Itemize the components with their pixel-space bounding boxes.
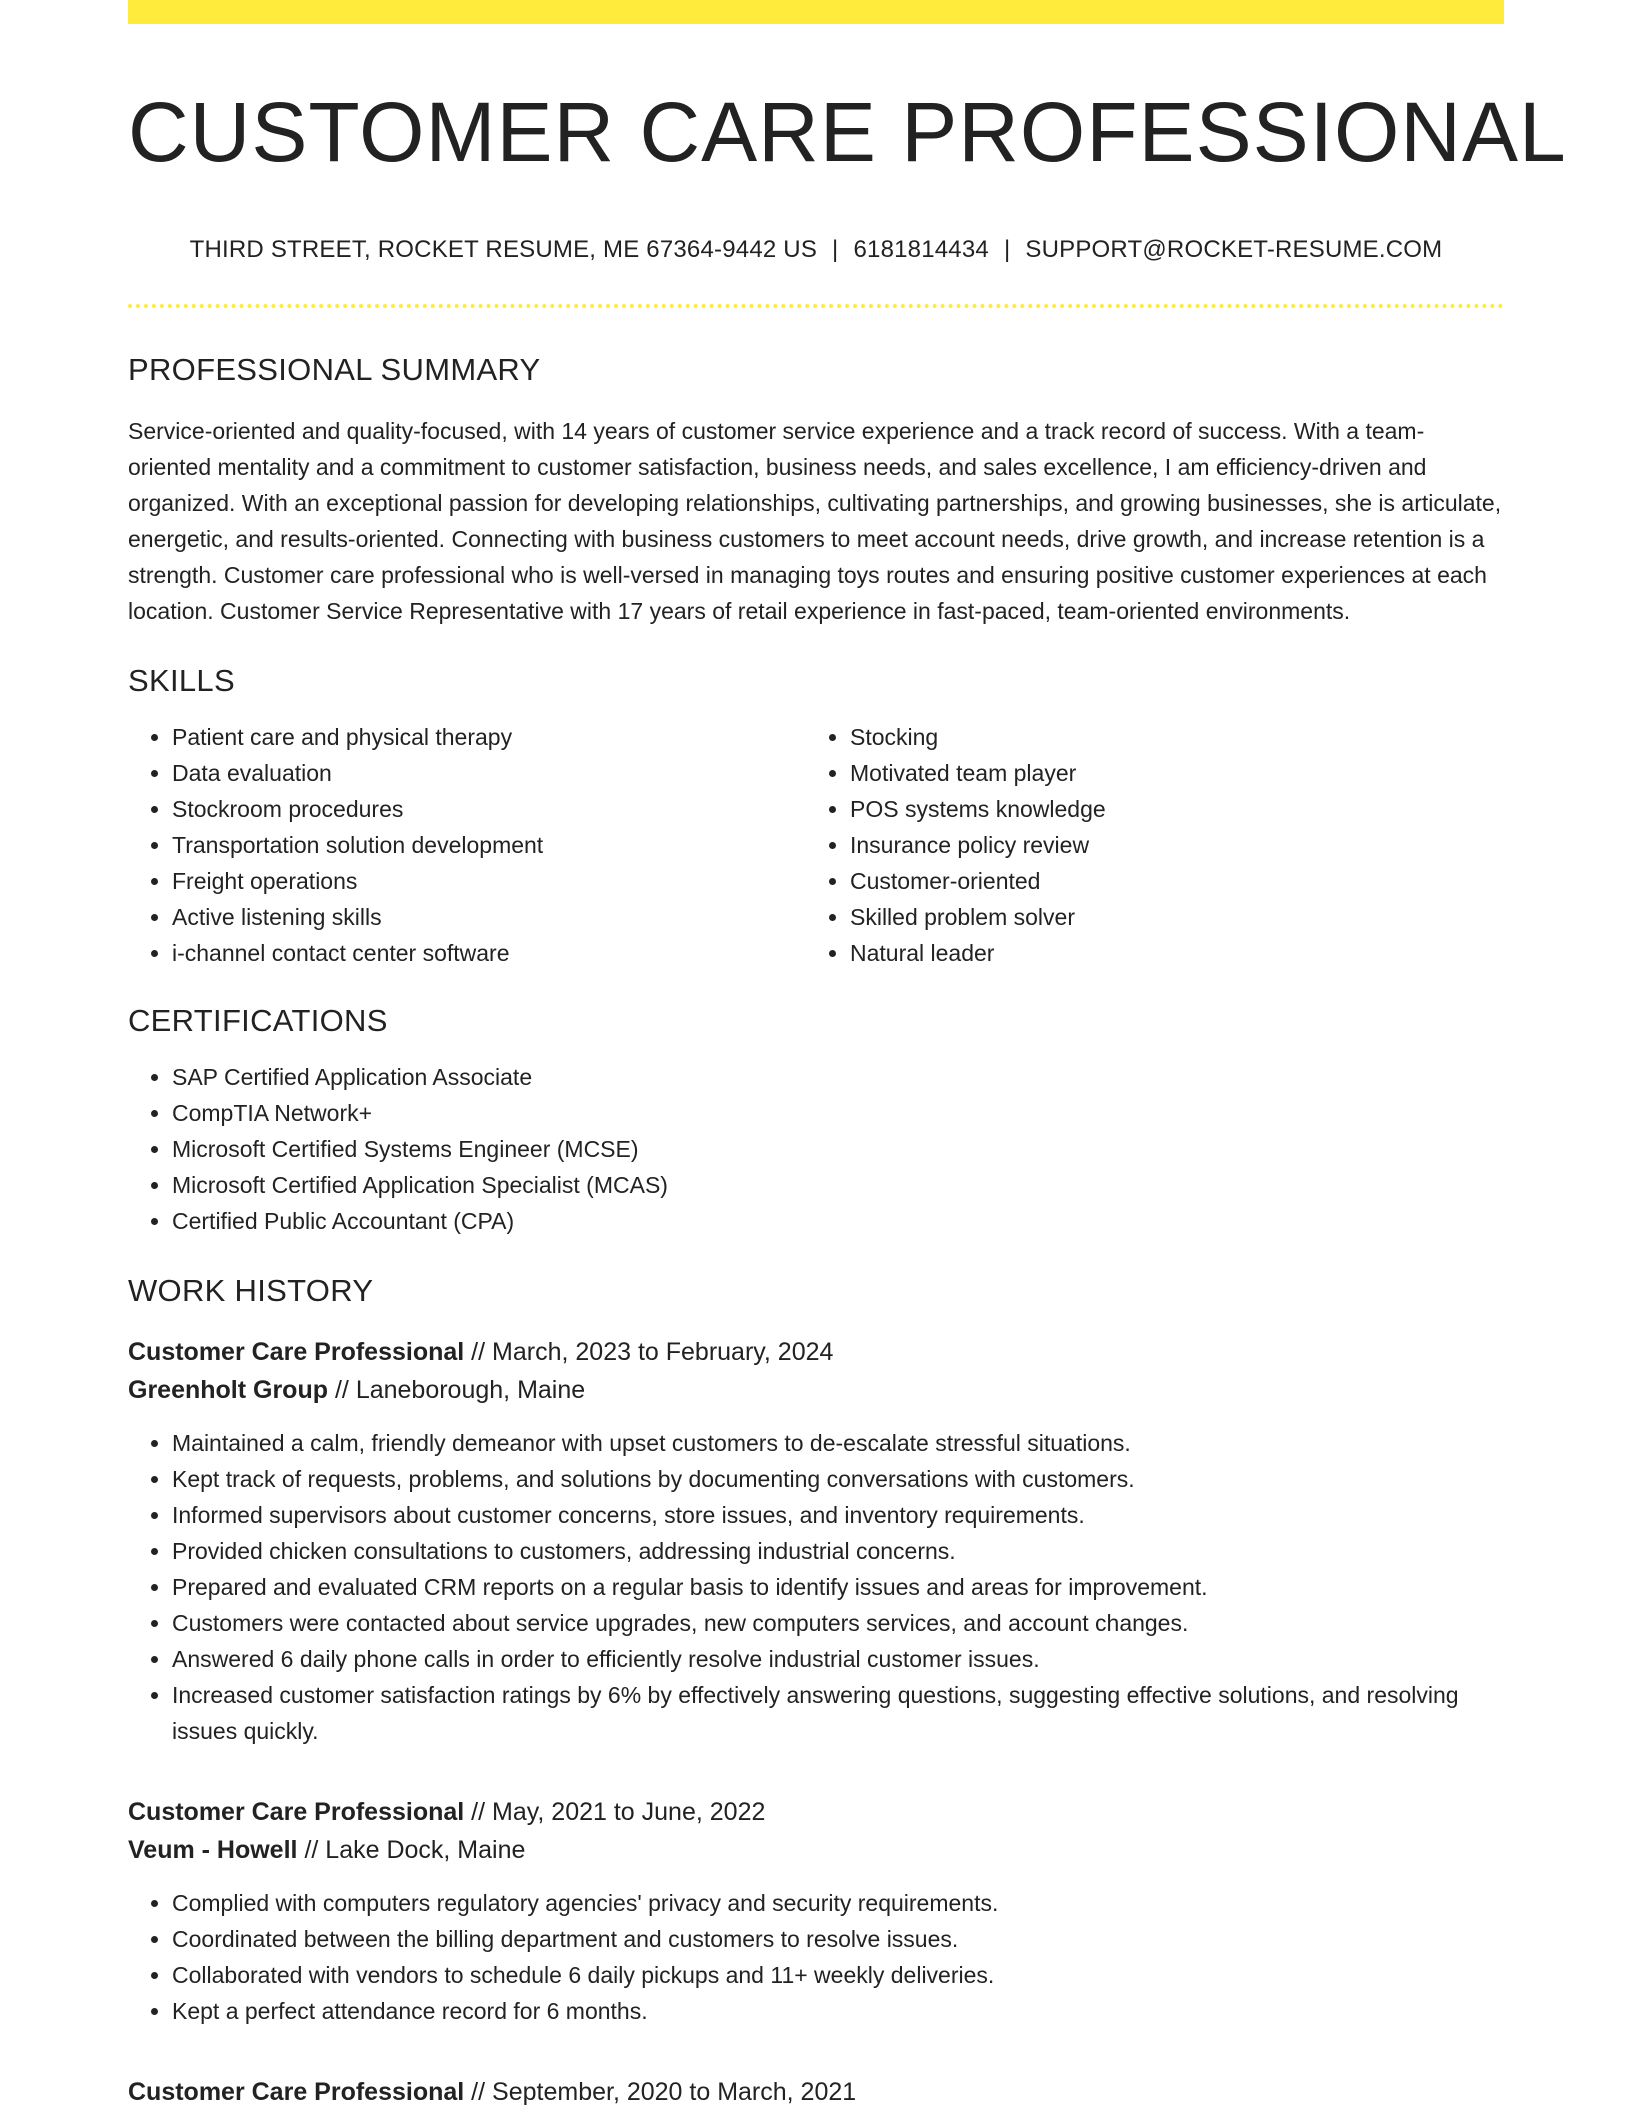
resume-page — [128, 0, 1567, 2111]
job-role-line — [128, 1333, 1504, 1371]
job-dates: May, 2021 to June, 2022 — [492, 1798, 766, 1827]
job-bullet: • Coordinated between the billing department and customers to resolve issues. — [172, 1921, 1504, 1957]
job-bullet: • Customers were contacted about service upgrades, new computers services, and account changes. — [172, 1605, 1504, 1641]
skill-item: • Motivated team player — [850, 755, 1484, 791]
job-bullet: • Informed supervisors about customer concerns, store issues, and inventory requirements. — [172, 1497, 1504, 1533]
job-role: Customer Care Professional — [128, 1338, 465, 1367]
job-dates: March, 2023 to February, 2024 — [492, 1338, 834, 1367]
skill-item: • i-channel contact center software — [172, 935, 806, 971]
certification-item: • Microsoft Certified Systems Engineer (MCSE) — [172, 1131, 1504, 1167]
job-bullet: • Maintained a calm, friendly demeanor with upset customers to de-escalate stressful situations. — [172, 1425, 1504, 1461]
job-bullets — [128, 1885, 1504, 2029]
job-dates: September, 2020 to March, 2021 — [492, 2078, 857, 2107]
job-entry — [128, 1793, 1504, 2029]
contact-separator: | — [1003, 236, 1011, 264]
job-separator: // — [471, 1798, 486, 1827]
job-separator: // — [334, 1376, 349, 1405]
job-entry — [128, 2073, 1504, 2111]
job-separator: // — [471, 2078, 486, 2107]
skill-item: • POS systems knowledge — [850, 791, 1484, 827]
job-company-line — [128, 1831, 1504, 1869]
job-company: Greenholt Group — [128, 1376, 328, 1405]
job-bullet: • Complied with computers regulatory agencies' privacy and security requirements. — [172, 1885, 1504, 1921]
contact-line — [128, 236, 1504, 264]
certification-item: • Microsoft Certified Application Specialist (MCAS) — [172, 1167, 1504, 1203]
job-bullet: • Collaborated with vendors to schedule 6 daily pickups and 11+ weekly deliveries. — [172, 1957, 1504, 1993]
skill-item: • Stockroom procedures — [172, 791, 806, 827]
skills-column-left — [128, 719, 806, 971]
contact-phone: 6181814434 — [853, 236, 989, 264]
skill-item: • Patient care and physical therapy — [172, 719, 806, 755]
job-company-line — [128, 1371, 1504, 1409]
skill-item: • Customer-oriented — [850, 863, 1484, 899]
skill-item: • Natural leader — [850, 935, 1484, 971]
resume-name: CUSTOMER CARE PROFESSIONAL — [128, 85, 1567, 179]
job-role-line — [128, 1793, 1504, 1831]
skill-item: • Stocking — [850, 719, 1484, 755]
job-separator: // — [471, 1338, 486, 1367]
skills-grid — [128, 719, 1504, 971]
contact-address: THIRD STREET, ROCKET RESUME, ME 67364-9442 US — [189, 236, 818, 264]
certification-item: • SAP Certified Application Associate — [172, 1059, 1504, 1095]
summary-title: PROFESSIONAL SUMMARY — [128, 352, 541, 388]
skill-item: • Data evaluation — [172, 755, 806, 791]
summary-text: Service-oriented and quality-focused, with 14 years of customer service experience and a track record of success. With a team-oriented mentality and a commitment to customer satisfaction, business needs, and sales excellence, I am efficiency-driven and organized. With an exceptional passion for developing relationships, cultivating partnerships, and growing businesses, she is articulate, energetic, and results-oriented. Connecting with business customers to meet account needs, drive growth, and increase retention is a strength. Customer care professional who is well-versed in managing toys routes and ensuring positive customer experiences at each location. Customer Service Representative with 17 years of retail experience in fast-paced, team-oriented environments. — [128, 418, 1502, 625]
job-role: Customer Care Professional — [128, 2078, 465, 2107]
skill-item: • Freight operations — [172, 863, 806, 899]
skill-item: • Skilled problem solver — [850, 899, 1484, 935]
job-bullets — [128, 1425, 1504, 1749]
skill-item: • Active listening skills — [172, 899, 806, 935]
certification-item: • Certified Public Accountant (CPA) — [172, 1203, 1504, 1239]
job-location: Laneborough, Maine — [355, 1376, 586, 1405]
job-location: Lake Dock, Maine — [325, 1836, 526, 1865]
job-bullet: • Answered 6 daily phone calls in order to efficiently resolve industrial customer issues. — [172, 1641, 1504, 1677]
skill-item: • Transportation solution development — [172, 827, 806, 863]
skills-title: SKILLS — [128, 663, 235, 699]
job-bullet: • Kept track of requests, problems, and solutions by documenting conversations with customers. — [172, 1461, 1504, 1497]
skill-item: • Insurance policy review — [850, 827, 1484, 863]
job-bullet: • Kept a perfect attendance record for 6 months. — [172, 1993, 1504, 2029]
certification-item: • CompTIA Network+ — [172, 1095, 1504, 1131]
contact-email: SUPPORT@ROCKET-RESUME.COM — [1025, 236, 1443, 264]
certifications-list — [128, 1059, 1504, 1239]
job-bullet: • Provided chicken consultations to customers, addressing industrial concerns. — [172, 1533, 1504, 1569]
job-bullet: • Prepared and evaluated CRM reports on a regular basis to identify issues and areas for improvement. — [172, 1569, 1504, 1605]
job-separator: // — [304, 1836, 319, 1865]
skills-column-right — [806, 719, 1484, 971]
accent-bar — [128, 0, 1504, 24]
dotted-divider — [128, 304, 1504, 308]
job-role: Customer Care Professional — [128, 1798, 465, 1827]
certifications-title: CERTIFICATIONS — [128, 1003, 388, 1039]
job-entry — [128, 1333, 1504, 1749]
job-bullet: • Increased customer satisfaction ratings by 6% by effectively answering questions, suggesting effective solutions, and resolving issues quickly. — [172, 1677, 1504, 1749]
work-history-title: WORK HISTORY — [128, 1273, 374, 1309]
job-company: Veum - Howell — [128, 1836, 298, 1865]
job-role-line — [128, 2073, 1504, 2111]
contact-separator: | — [832, 236, 839, 264]
